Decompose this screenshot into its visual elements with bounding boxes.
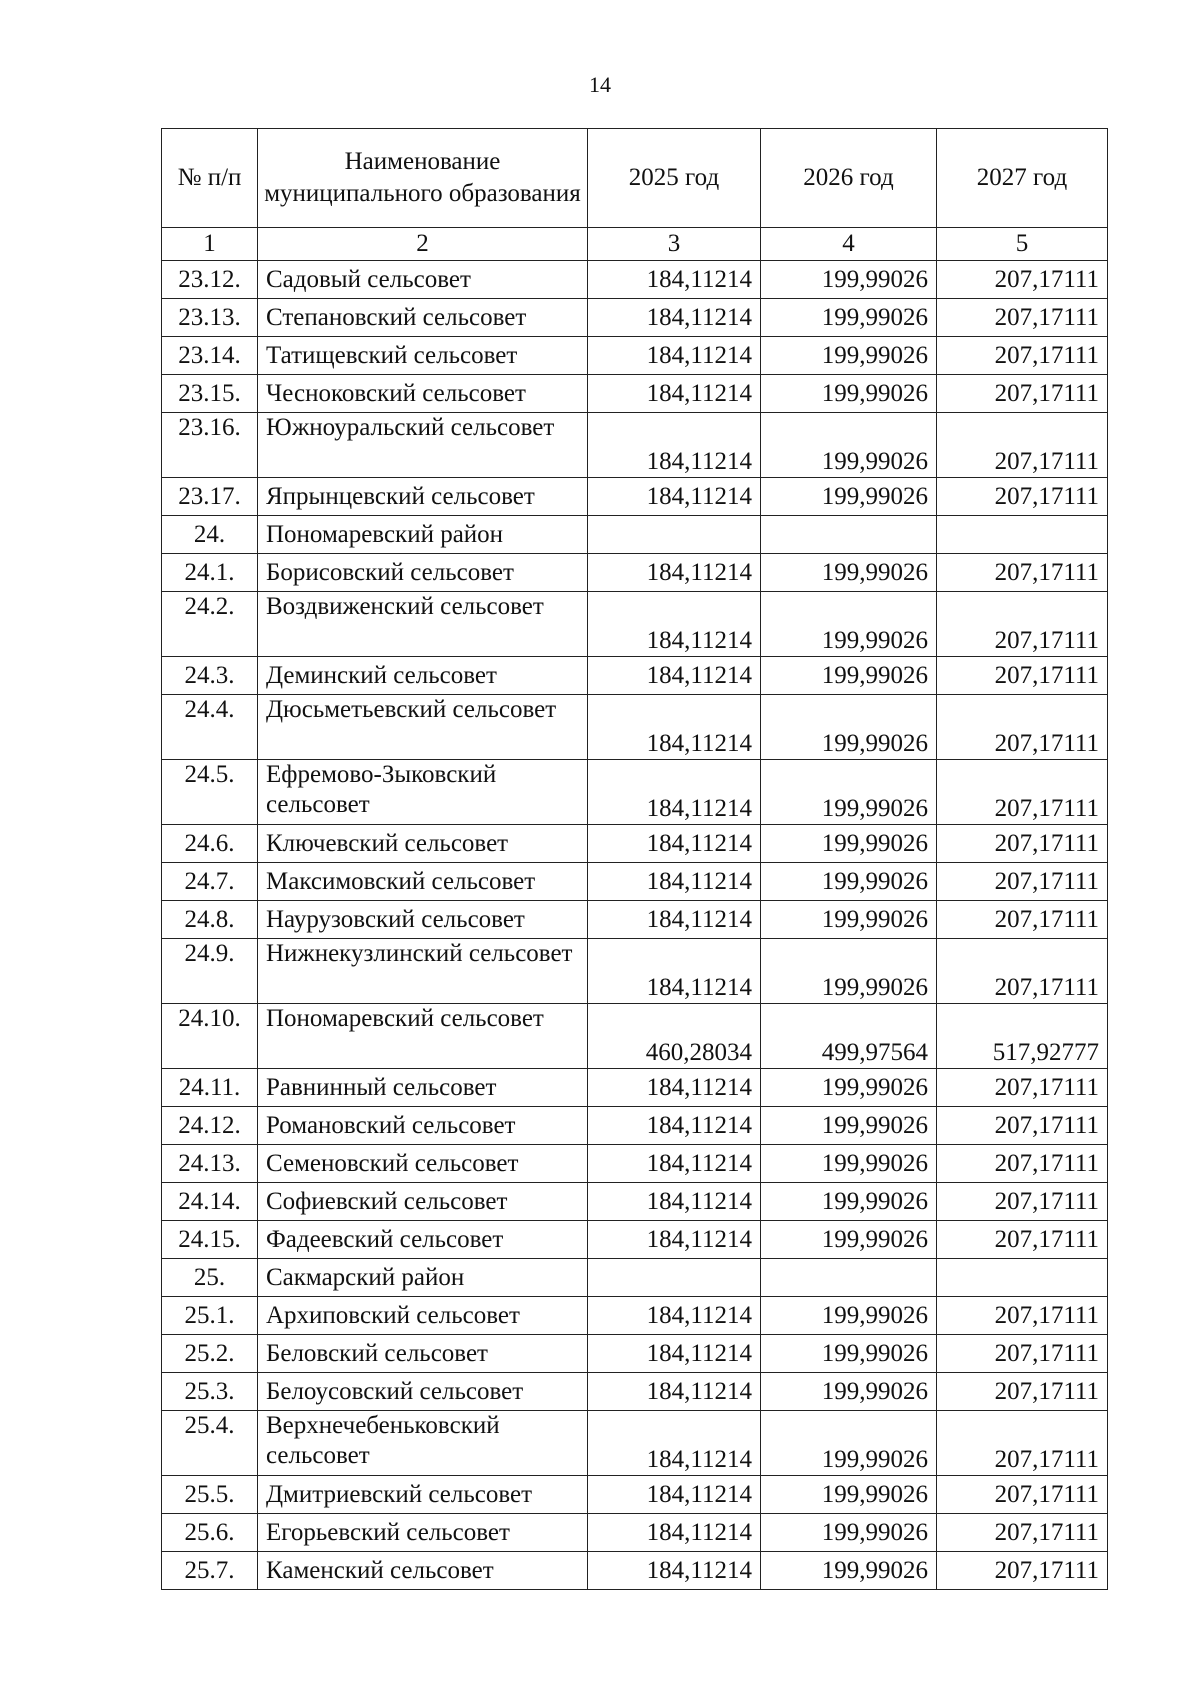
value-2027: 207,17111	[937, 1373, 1108, 1411]
table-row	[162, 261, 1108, 299]
row-number: 23.15.	[162, 375, 258, 413]
municipality-name: Садовый сельсовет	[258, 261, 588, 299]
table-row	[162, 516, 1108, 554]
table-row	[162, 299, 1108, 337]
value-2025: 184,11214	[588, 413, 761, 478]
value-2026: 199,99026	[761, 592, 937, 657]
value-2027: 207,17111	[937, 1183, 1108, 1221]
table-row	[162, 592, 1108, 657]
value-2027: 207,17111	[937, 1411, 1108, 1476]
municipality-name: Наурузовский сельсовет	[258, 901, 588, 939]
value-2025: 184,11214	[588, 592, 761, 657]
value-2027: 207,17111	[937, 375, 1108, 413]
municipality-name: Борисовский сельсовет	[258, 554, 588, 592]
value-2025: 184,11214	[588, 863, 761, 901]
value-2026: 199,99026	[761, 863, 937, 901]
value-2025: 184,11214	[588, 825, 761, 863]
value-2025: 184,11214	[588, 1335, 761, 1373]
value-2026	[761, 516, 937, 554]
value-2026: 199,99026	[761, 939, 937, 1004]
value-2025: 184,11214	[588, 1221, 761, 1259]
table-row	[162, 1221, 1108, 1259]
value-2026: 499,97564	[761, 1004, 937, 1069]
municipality-name: Пономаревский район	[258, 516, 588, 554]
table-row	[162, 554, 1108, 592]
row-number: 24.6.	[162, 825, 258, 863]
value-2027: 207,17111	[937, 1335, 1108, 1373]
value-2027: 207,17111	[937, 261, 1108, 299]
municipality-name: Чесноковский сельсовет	[258, 375, 588, 413]
value-2025	[588, 516, 761, 554]
value-2025: 460,28034	[588, 1004, 761, 1069]
value-2025: 184,11214	[588, 261, 761, 299]
value-2027: 207,17111	[937, 413, 1108, 478]
row-number: 24.5.	[162, 760, 258, 825]
municipality-name: Татищевский сельсовет	[258, 337, 588, 375]
row-number: 24.9.	[162, 939, 258, 1004]
municipality-name: Дюсьметьевский сельсовет	[258, 695, 588, 760]
row-number: 24.1.	[162, 554, 258, 592]
value-2026: 199,99026	[761, 261, 937, 299]
row-number: 25.6.	[162, 1514, 258, 1552]
value-2026: 199,99026	[761, 337, 937, 375]
municipality-name: Степановский сельсовет	[258, 299, 588, 337]
value-2026: 199,99026	[761, 1335, 937, 1373]
table-row	[162, 901, 1108, 939]
value-2026: 199,99026	[761, 1514, 937, 1552]
value-2025: 184,11214	[588, 1183, 761, 1221]
table-header-row	[162, 129, 1108, 228]
row-number: 25.5.	[162, 1476, 258, 1514]
row-number: 23.17.	[162, 478, 258, 516]
value-2027: 207,17111	[937, 1476, 1108, 1514]
row-number: 24.11.	[162, 1069, 258, 1107]
municipality-name: Верхнечебеньковский сельсовет	[258, 1411, 588, 1476]
row-number: 25.3.	[162, 1373, 258, 1411]
value-2027	[937, 1259, 1108, 1297]
row-number: 23.13.	[162, 299, 258, 337]
table-row	[162, 1552, 1108, 1590]
municipality-name: Ключевский сельсовет	[258, 825, 588, 863]
value-2026: 199,99026	[761, 1069, 937, 1107]
value-2027: 207,17111	[937, 1552, 1108, 1590]
table-row	[162, 1069, 1108, 1107]
municipality-name: Каменский сельсовет	[258, 1552, 588, 1590]
table-row	[162, 1107, 1108, 1145]
municipality-name: Воздвиженский сельсовет	[258, 592, 588, 657]
row-number: 23.14.	[162, 337, 258, 375]
header-municipality: Наименование муниципального образования	[258, 129, 588, 228]
row-number: 24.4.	[162, 695, 258, 760]
table-row	[162, 760, 1108, 825]
row-number: 23.12.	[162, 261, 258, 299]
value-2025: 184,11214	[588, 554, 761, 592]
value-2026: 199,99026	[761, 1221, 937, 1259]
municipality-name: Егорьевский сельсовет	[258, 1514, 588, 1552]
table-body	[162, 261, 1108, 1590]
row-number: 24.8.	[162, 901, 258, 939]
value-2026: 199,99026	[761, 901, 937, 939]
value-2027: 207,17111	[937, 1514, 1108, 1552]
row-number: 24.13.	[162, 1145, 258, 1183]
value-2027: 207,17111	[937, 554, 1108, 592]
value-2026	[761, 1259, 937, 1297]
value-2027: 207,17111	[937, 863, 1108, 901]
table-row	[162, 1335, 1108, 1373]
table-row	[162, 1476, 1108, 1514]
value-2026: 199,99026	[761, 1552, 937, 1590]
municipality-name: Пономаревский сельсовет	[258, 1004, 588, 1069]
table-row	[162, 1411, 1108, 1476]
value-2027: 207,17111	[937, 1107, 1108, 1145]
page-number: 14	[589, 72, 611, 97]
value-2027: 517,92777	[937, 1004, 1108, 1069]
municipality-name: Сакмарский район	[258, 1259, 588, 1297]
column-index: 1	[162, 228, 258, 261]
table-row	[162, 1514, 1108, 1552]
value-2026: 199,99026	[761, 299, 937, 337]
municipality-name: Фадеевский сельсовет	[258, 1221, 588, 1259]
table-row	[162, 657, 1108, 695]
value-2025: 184,11214	[588, 478, 761, 516]
municipality-name: Деминский сельсовет	[258, 657, 588, 695]
value-2026: 199,99026	[761, 760, 937, 825]
value-2027: 207,17111	[937, 1297, 1108, 1335]
municipality-name: Беловский сельсовет	[258, 1335, 588, 1373]
value-2025: 184,11214	[588, 901, 761, 939]
value-2025: 184,11214	[588, 657, 761, 695]
value-2025: 184,11214	[588, 1514, 761, 1552]
municipality-name: Нижнекузлинский сельсовет	[258, 939, 588, 1004]
municipality-name: Максимовский сельсовет	[258, 863, 588, 901]
value-2027: 207,17111	[937, 825, 1108, 863]
value-2026: 199,99026	[761, 478, 937, 516]
row-number: 24.14.	[162, 1183, 258, 1221]
value-2027: 207,17111	[937, 1221, 1108, 1259]
municipality-name: Романовский сельсовет	[258, 1107, 588, 1145]
value-2027: 207,17111	[937, 478, 1108, 516]
value-2025: 184,11214	[588, 1069, 761, 1107]
value-2025: 184,11214	[588, 1297, 761, 1335]
row-number: 24.2.	[162, 592, 258, 657]
table-row	[162, 1145, 1108, 1183]
table-row	[162, 939, 1108, 1004]
value-2027: 207,17111	[937, 657, 1108, 695]
header-2026: 2026 год	[761, 129, 937, 228]
allocation-table	[161, 128, 1108, 1590]
value-2025: 184,11214	[588, 695, 761, 760]
value-2025: 184,11214	[588, 1411, 761, 1476]
value-2027: 207,17111	[937, 337, 1108, 375]
column-index: 2	[258, 228, 588, 261]
value-2025: 184,11214	[588, 1145, 761, 1183]
column-index: 5	[937, 228, 1108, 261]
table-row	[162, 1373, 1108, 1411]
column-index: 4	[761, 228, 937, 261]
value-2027: 207,17111	[937, 1145, 1108, 1183]
value-2026: 199,99026	[761, 1476, 937, 1514]
table-row	[162, 1259, 1108, 1297]
value-2025	[588, 1259, 761, 1297]
value-2026: 199,99026	[761, 657, 937, 695]
value-2026: 199,99026	[761, 413, 937, 478]
value-2027: 207,17111	[937, 695, 1108, 760]
municipality-name: Архиповский сельсовет	[258, 1297, 588, 1335]
value-2025: 184,11214	[588, 1476, 761, 1514]
municipality-name: Япрынцевский сельсовет	[258, 478, 588, 516]
value-2027: 207,17111	[937, 901, 1108, 939]
table-row	[162, 825, 1108, 863]
table-row	[162, 1297, 1108, 1335]
row-number: 25.2.	[162, 1335, 258, 1373]
value-2026: 199,99026	[761, 1183, 937, 1221]
table-row	[162, 1183, 1108, 1221]
value-2025: 184,11214	[588, 299, 761, 337]
municipality-name: Белоусовский сельсовет	[258, 1373, 588, 1411]
value-2025: 184,11214	[588, 337, 761, 375]
value-2025: 184,11214	[588, 1552, 761, 1590]
value-2027: 207,17111	[937, 760, 1108, 825]
municipality-name: Ефремово-Зыковский сельсовет	[258, 760, 588, 825]
value-2025: 184,11214	[588, 375, 761, 413]
row-number: 25.1.	[162, 1297, 258, 1335]
header-2027: 2027 год	[937, 129, 1108, 228]
municipality-name: Софиевский сельсовет	[258, 1183, 588, 1221]
table-row	[162, 337, 1108, 375]
column-index: 3	[588, 228, 761, 261]
table-row	[162, 1004, 1108, 1069]
value-2026: 199,99026	[761, 554, 937, 592]
table-row	[162, 863, 1108, 901]
value-2025: 184,11214	[588, 939, 761, 1004]
value-2026: 199,99026	[761, 1373, 937, 1411]
municipality-name: Семеновский сельсовет	[258, 1145, 588, 1183]
row-number: 24.7.	[162, 863, 258, 901]
row-number: 24.15.	[162, 1221, 258, 1259]
value-2026: 199,99026	[761, 1107, 937, 1145]
value-2026: 199,99026	[761, 1411, 937, 1476]
value-2026: 199,99026	[761, 825, 937, 863]
row-number: 25.	[162, 1259, 258, 1297]
header-2025: 2025 год	[588, 129, 761, 228]
municipality-name: Южноуральский сельсовет	[258, 413, 588, 478]
value-2027	[937, 516, 1108, 554]
row-number: 24.	[162, 516, 258, 554]
municipality-name: Равнинный сельсовет	[258, 1069, 588, 1107]
header-number: № п/п	[162, 129, 258, 228]
row-number: 23.16.	[162, 413, 258, 478]
row-number: 25.4.	[162, 1411, 258, 1476]
value-2026: 199,99026	[761, 1297, 937, 1335]
value-2027: 207,17111	[937, 1069, 1108, 1107]
row-number: 24.12.	[162, 1107, 258, 1145]
municipality-name: Дмитриевский сельсовет	[258, 1476, 588, 1514]
table-row	[162, 695, 1108, 760]
table-row	[162, 375, 1108, 413]
value-2027: 207,17111	[937, 299, 1108, 337]
row-number: 24.10.	[162, 1004, 258, 1069]
column-index-row	[162, 228, 1108, 261]
row-number: 25.7.	[162, 1552, 258, 1590]
value-2026: 199,99026	[761, 1145, 937, 1183]
value-2026: 199,99026	[761, 375, 937, 413]
value-2027: 207,17111	[937, 939, 1108, 1004]
row-number: 24.3.	[162, 657, 258, 695]
value-2025: 184,11214	[588, 760, 761, 825]
value-2026: 199,99026	[761, 695, 937, 760]
table-row	[162, 413, 1108, 478]
value-2025: 184,11214	[588, 1107, 761, 1145]
value-2025: 184,11214	[588, 1373, 761, 1411]
table-row	[162, 478, 1108, 516]
value-2027: 207,17111	[937, 592, 1108, 657]
